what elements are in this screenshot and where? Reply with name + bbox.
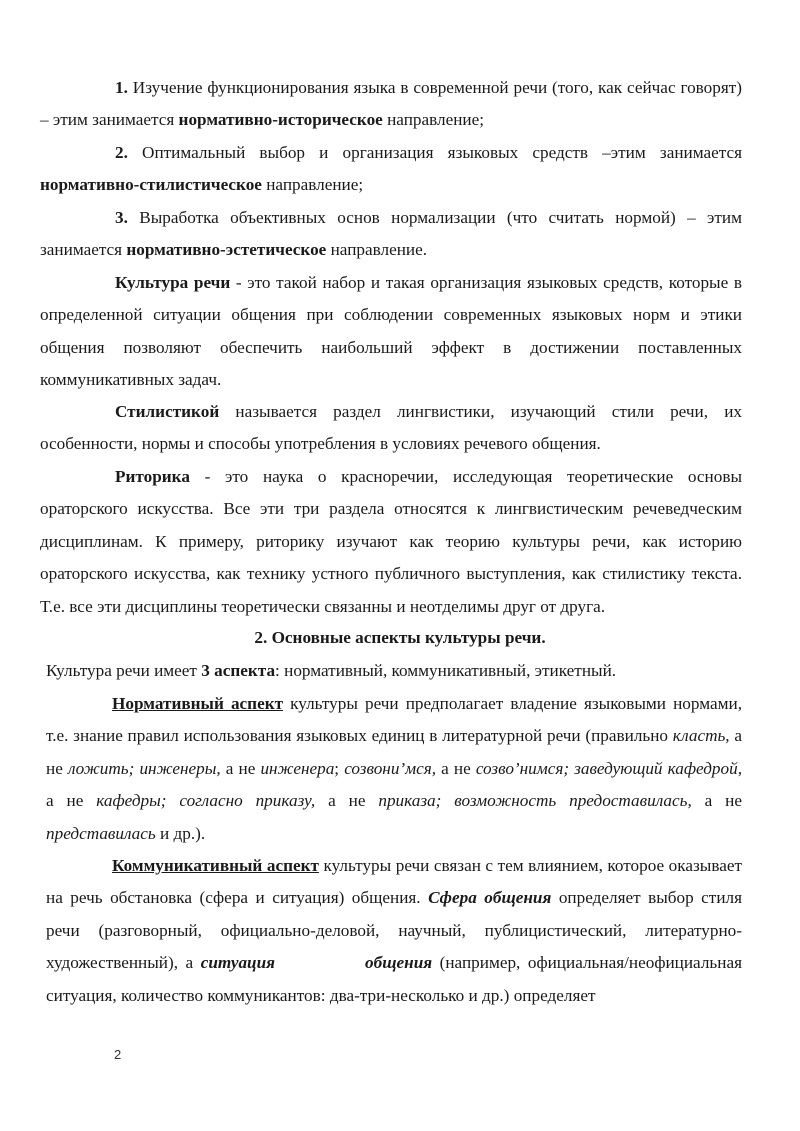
list-number: 1.: [115, 78, 128, 97]
underlined-term: Нормативный аспект: [112, 694, 284, 713]
bold-italic-term: общения: [365, 953, 433, 973]
bold-term: Риторика: [115, 467, 190, 486]
paragraph-communicative-aspect: Коммуникативный аспект культуры речи связан с тем влиянием, которое оказывает на речь обстановка (сфера и ситуация) общения. Сфера общения определяет выбор стиля речи (разговорный, официально-деловой, научный, публицистический, литературно-художественный), а ситуация общения (например, официальная/неофициальная ситуация, количество коммуникантов: два-три-несколько и др.) определяет: [46, 856, 742, 1005]
paragraph-stylistics-definition: Стилистикой называется раздел лингвистики, изучающий стили речи, их особенности, нормы и способы употребления в условиях речевого общения.: [40, 402, 742, 454]
paragraph-normative-aspect: Нормативный аспект культуры речи предполагает владение языковыми нормами, т.е. знание правил использования языковых единиц в литературной речи (правильно класть, а не ложить; инженеры, а не инженера; созвони’мся, а не созво’нимся; заведующий кафедрой, а не кафедры; согласно приказу, а не приказа; возможность предоставилась, а не представилась и др.).: [46, 694, 742, 843]
bold-term: Стилистикой: [115, 402, 220, 421]
bold-italic-term: ситуация: [200, 953, 276, 973]
paragraph-direction-1: 1. Изучение функционирования языка в современной речи (того, как сейчас говорят) – этим занимается нормативно-историческое направление;: [40, 78, 742, 130]
paragraph-rhetoric-definition: Риторика - это наука о красноречии, исследующая теоретические основы ораторского искусства. Все эти три раздела относятся к лингвистическим речеведческим дисциплинам. К примеру, риторику изучают как теорию культуры речи, как историю ораторского искусства, как технику устного публичного выступления, как стилистику текста. Т.е. все эти дисциплины теоретически связанны и неотделимы друг от друга.: [40, 467, 742, 616]
bold-italic-term: Сфера общения: [428, 888, 552, 908]
underlined-term: Коммуникативный аспект: [112, 856, 319, 875]
paragraph-speech-culture-definition: Культура речи - это такой набор и такая организация языковых средств, которые в определенной ситуации общения при соблюдении современных языковых норм и этики общения позволяют обеспечить наибольший эффект в достижении поставленных коммуникативных задач.: [40, 273, 742, 390]
bold-term: нормативно-историческое: [178, 110, 383, 130]
section-heading: 2. Основные аспекты культуры речи.: [254, 628, 546, 647]
bold-term: Культура речи: [115, 273, 231, 292]
list-number: 3.: [115, 208, 128, 227]
paragraph-three-aspects: Культура речи имеет 3 аспекта: нормативный, коммуникативный, этикетный.: [46, 661, 617, 680]
bold-term: 3 аспекта: [201, 661, 276, 680]
paragraph-direction-2: 2. Оптимальный выбор и организация языковых средств –этим занимается нормативно-стилистическое направление;: [40, 143, 742, 195]
bold-term: нормативно-эстетическое: [126, 240, 327, 260]
paragraph-direction-3: 3. Выработка объективных основ нормализации (что считать нормой) – этим занимается нормативно-эстетическое направление.: [40, 208, 742, 260]
page-number: 2: [114, 1047, 122, 1062]
bold-term: нормативно-стилистическое: [40, 175, 262, 195]
list-number: 2.: [115, 143, 128, 162]
